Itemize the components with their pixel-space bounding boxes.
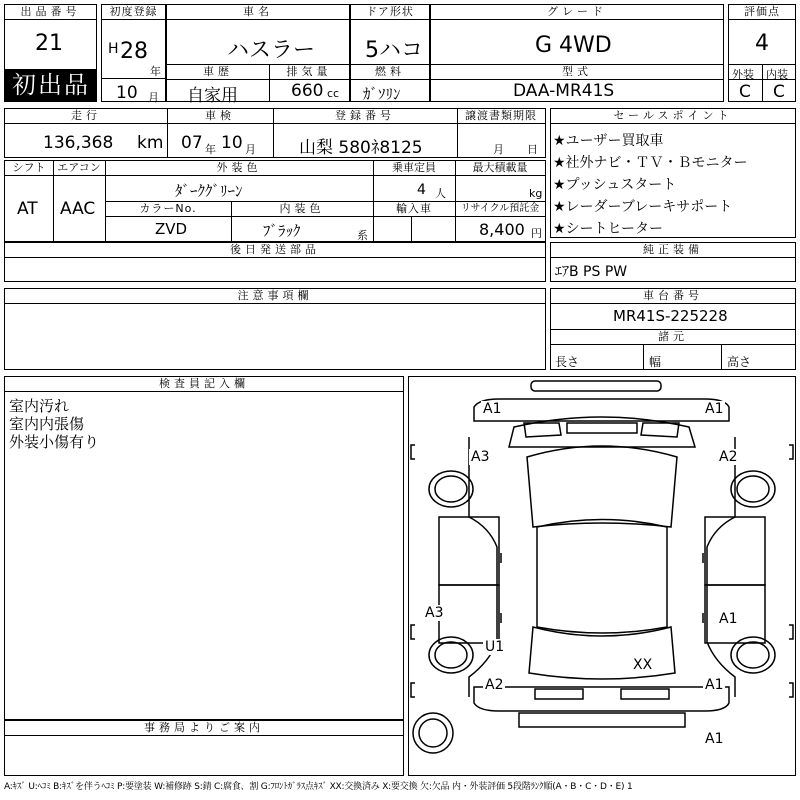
inspector-header: 検査員記入欄 [5,377,403,392]
exterior-grade: C [739,82,751,102]
caution-box [4,288,546,370]
displacement-header: 排気量 [269,65,349,80]
import-header: 輸入車 [373,202,456,217]
interior-grade: C [773,82,785,102]
year-unit: 年 [150,65,161,78]
sales-point: ★ユーザー買取車 [553,133,664,149]
height-label: 高さ [727,355,752,369]
ac-type: AAC [60,199,96,219]
damage-mark: A3 [471,449,490,465]
lot-number: 21 [35,31,63,56]
damage-map [408,376,796,776]
exterior-header: 外装 [732,68,754,81]
door-header: ドア形状 [351,5,429,20]
score-header: 評価点 [729,5,795,20]
inspector-box [4,376,404,720]
interior-header: 内装 [766,68,788,81]
transfer-header: 譲渡書類期限 [457,109,545,124]
damage-mark: A1 [719,611,738,627]
load-unit: kg [529,187,543,200]
legend: A:ｷｽﾞ U:ﾍｺﾐ B:ｷｽﾞを伴うﾍｺﾐ P:要塗装 W:補修跡 S:錆 C:腐食、割 G:ﾌﾛﾝﾄｶﾞﾗｽ点ｷｽﾞ XX:交換済み X:要交換 欠:欠品 内・外装評価 5段階ﾗﾝｸ順(A・B・C・D・E) 1 [4,782,633,792]
length-label: 長さ [555,355,580,369]
vehicle-name-box [166,4,350,106]
sales-header: セールスポイント [551,109,795,124]
damage-mark: A2 [485,677,504,693]
model-code: DAA-MR41S [513,81,615,101]
ac-header: エアコン [53,161,106,176]
color-header: 外装色 [105,161,374,176]
first-item-badge: 初出品 [5,69,97,102]
colorno-header: カラーNo. [105,202,232,217]
transfer-day-unit: 日 [527,143,538,156]
damage-mark: A1 [705,731,724,747]
mileage: 136,368 [43,133,114,153]
insp-year-unit: 年 [205,143,216,156]
door-type: 5ハコ [365,38,423,63]
door-box [350,4,430,102]
equipment-header: 純正装備 [551,243,795,258]
reg-year: 28 [120,39,148,64]
history-header: 車歴 [167,65,270,80]
shift-header: シフト [5,161,54,176]
era: H [108,41,119,57]
inspection-header: 車検 [167,109,274,124]
load-header: 最大積載量 [455,161,545,176]
car-diagram [409,377,795,775]
sales-point: ★プッシュスタート [553,177,677,193]
damage-mark: U1 [485,639,505,655]
plate-header: 登録番号 [273,109,458,124]
reg-month: 10 [116,83,138,103]
grade-header: グレード [431,5,723,20]
damage-mark: XX [633,657,653,673]
insp-year: 07 [181,133,203,153]
seats-unit: 人 [435,187,446,200]
office-box [4,720,404,776]
chassis-header: 車台番号 [551,289,795,304]
caution-header: 注意事項欄 [5,289,545,304]
displacement: 660 [291,81,324,101]
equipment-box [550,242,796,282]
lot-header: 出品番号 [5,5,96,20]
mileage-header: 走行 [5,109,168,124]
lot-box [4,4,97,102]
inspector-line: 外装小傷有り [9,433,100,451]
chassis-number: MR41S-225228 [613,307,728,325]
recycle-unit: 円 [531,227,542,240]
exterior-color: ﾀﾞｰｸｸﾞﾘｰﾝ [175,182,243,200]
specs-box [4,160,546,242]
first-registration-box [101,4,166,102]
color-number: ZVD [155,220,188,238]
damage-mark: A1 [705,401,724,417]
vehicle-name: ハスラー [227,38,316,63]
shift: AT [17,199,38,219]
first-reg-header: 初度登録 [102,5,165,20]
grade: G 4WD [535,33,612,58]
transfer-month-unit: 月 [493,143,504,156]
model-header: 型式 [431,65,723,80]
seats: 4 [417,182,426,198]
insp-month-unit: 月 [245,143,256,156]
name-header: 車名 [167,5,349,20]
damage-mark: A1 [705,677,724,693]
month-unit: 月 [148,91,159,104]
mileage-unit: km [137,133,164,153]
fuel: ｶﾞｿﾘﾝ [363,85,401,103]
dims-header: 諸元 [551,330,795,345]
insp-month: 10 [221,133,243,153]
chassis-box [550,288,796,370]
width-label: 幅 [649,355,662,369]
equipment: ｴｱB PS PW [555,264,628,280]
score-box [728,4,796,102]
score: 4 [755,31,769,56]
seats-header: 乗車定員 [373,161,456,176]
plate-number: 山梨 580ﾈ8125 [299,138,423,158]
fuel-header: 燃料 [351,65,429,80]
grade-box [430,4,724,102]
later-parts-header: 後日発送部品 [5,243,545,258]
damage-mark: A2 [719,449,738,465]
inspector-line: 室内汚れ [9,397,70,415]
interior-color: ﾌﾞﾗｯｸ [263,222,301,240]
damage-mark: A3 [425,605,444,621]
damage-mark: A1 [483,401,502,417]
int-color-header: 内装色 [231,202,374,217]
history: 自家用 [187,86,238,106]
sales-point: ★レーダーブレーキサポート [553,199,733,215]
later-parts-box [4,242,546,282]
sales-point: ★シートヒーター [553,221,663,237]
recycle-header: リサイクル預託金 [455,202,545,217]
displacement-unit: cc [327,87,340,100]
sales-points-box [550,108,796,238]
sales-point: ★社外ナビ・ＴＶ・Ｂモニター [553,155,748,171]
int-color-unit: 系 [357,229,368,242]
office-header: 事務局よりご案内 [5,721,403,736]
recycle-fee: 8,400 [479,220,525,239]
mileage-box [4,108,546,158]
inspector-line: 室内内張傷 [9,415,85,433]
